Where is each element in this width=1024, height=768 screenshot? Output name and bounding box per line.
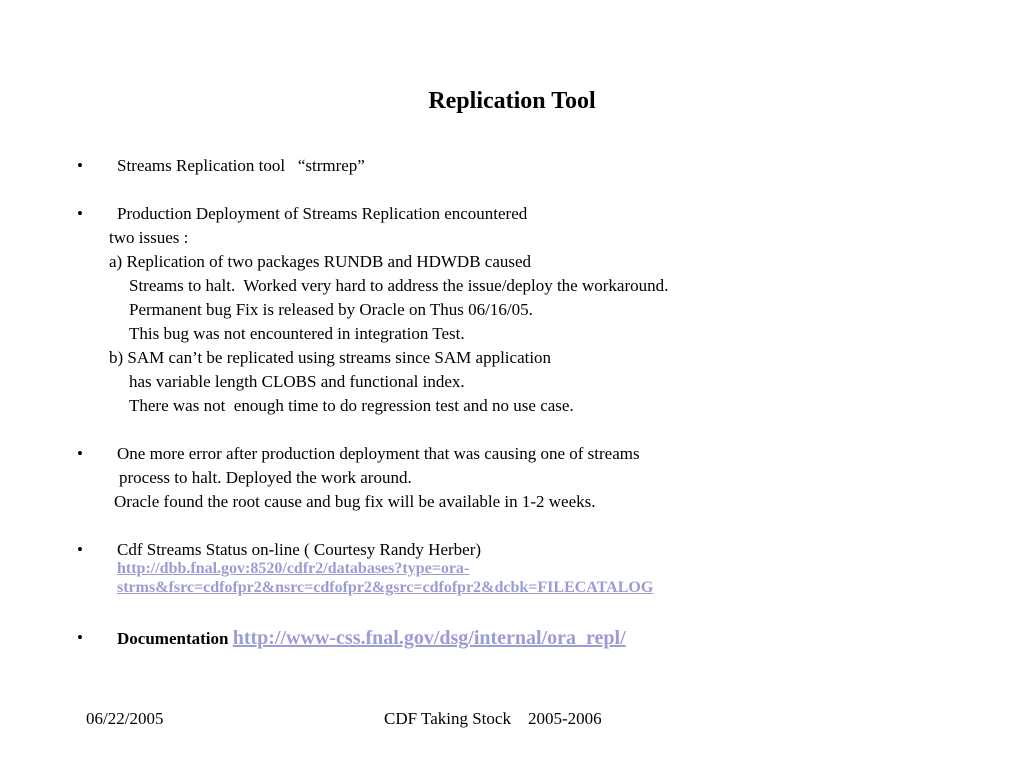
bullet-marker: • bbox=[77, 204, 83, 223]
status-link-line-2[interactable]: strms&fsrc=cdfofpr2&nsrc=cdfofpr2&gsrc=cdfofpr2&dcbk=FILECATALOG bbox=[117, 579, 654, 596]
bullet-3-line-3: Oracle found the root cause and bug fix will be available in 1-2 weeks. bbox=[114, 492, 596, 511]
bullet-3-line-2: process to halt. Deployed the work around. bbox=[119, 468, 412, 487]
bullet-2-line-5: Permanent bug Fix is released by Oracle on Thus 06/16/05. bbox=[129, 300, 533, 319]
status-link-line-1[interactable]: http://dbb.fnal.gov:8520/cdfr2/databases?type=ora- bbox=[117, 560, 470, 577]
documentation-link[interactable]: http://www-css.fnal.gov/dsg/internal/ora_repl/ bbox=[232, 627, 626, 649]
bullet-marker: • bbox=[77, 444, 83, 463]
bullet-2-line-2: two issues : bbox=[109, 228, 189, 247]
bullet-marker: • bbox=[77, 156, 83, 175]
bullet-2-line-9: There was not enough time to do regression test and no use case. bbox=[129, 396, 574, 415]
bullet-1-text: Streams Replication tool “strmrep” bbox=[117, 156, 365, 175]
bullet-2-line-1: Production Deployment of Streams Replication encountered bbox=[117, 204, 528, 223]
bullet-2-line-4: Streams to halt. Worked very hard to address the issue/deploy the workaround. bbox=[129, 276, 669, 295]
footer-center: CDF Taking Stock 2005-2006 bbox=[384, 709, 602, 728]
footer-date: 06/22/2005 bbox=[86, 709, 164, 728]
documentation-label: Documentation bbox=[117, 629, 229, 648]
bullet-2-line-7: b) SAM can’t be replicated using streams since SAM application bbox=[109, 348, 552, 367]
slide-title: Replication Tool bbox=[428, 88, 596, 114]
documentation-row bbox=[117, 626, 626, 651]
bullet-2-line-8: has variable length CLOBS and functional index. bbox=[129, 372, 465, 391]
bullet-marker: • bbox=[77, 628, 83, 647]
bullet-2-line-6: This bug was not encountered in integration Test. bbox=[129, 324, 465, 343]
bullet-2-line-3: a) Replication of two packages RUNDB and HDWDB caused bbox=[109, 252, 532, 271]
bullet-marker: • bbox=[77, 540, 83, 559]
bullet-4-text: Cdf Streams Status on-line ( Courtesy Randy Herber) bbox=[117, 540, 482, 559]
bullet-3-line-1: One more error after production deployment that was causing one of streams bbox=[117, 444, 640, 463]
